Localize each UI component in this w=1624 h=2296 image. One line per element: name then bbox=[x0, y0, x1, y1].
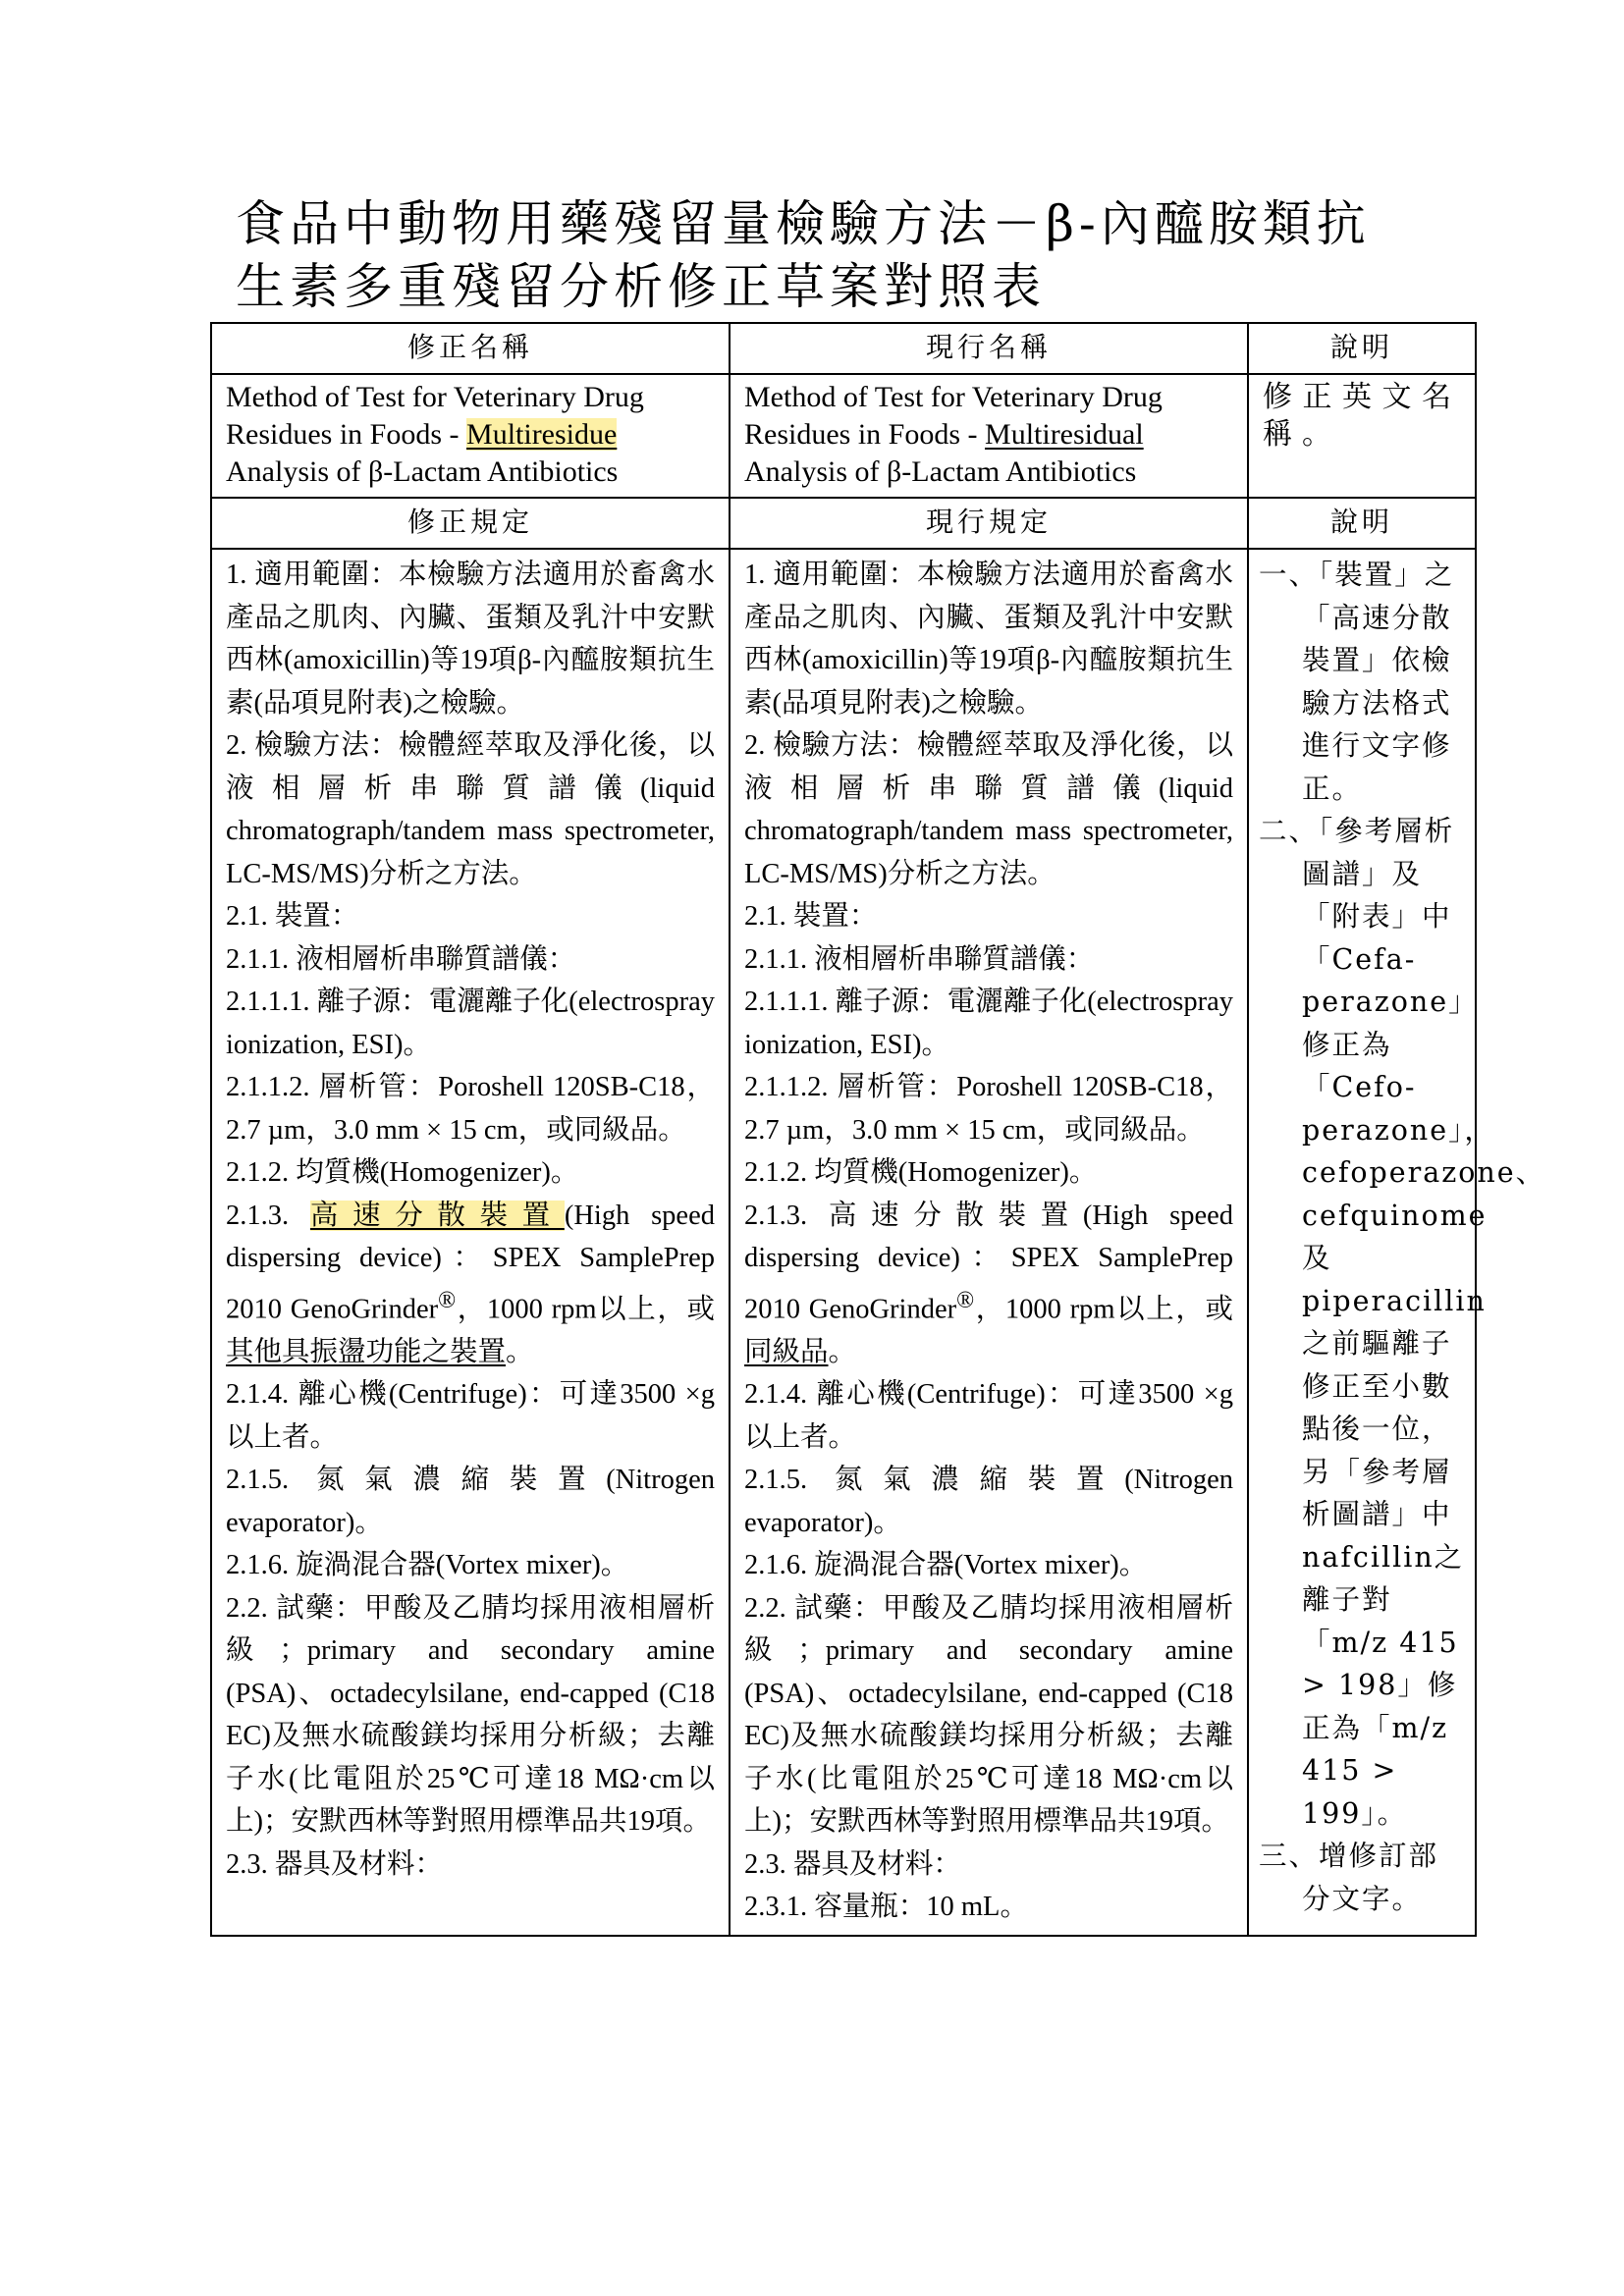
header-current-name: 現行名稱 bbox=[730, 323, 1248, 374]
paragraph: 2.1.1.2. 層析管：Poroshell 120SB-C18，2.7 µm，3.0 mm × 15 cm，或同級品。 bbox=[744, 1072, 1233, 1146]
paragraph: 2. 檢驗方法：檢體經萃取及淨化後，以液相層析串聯質譜儀(liquid chromatograph/tandem mass spectrometer, LC-MS/MS)分析之方法。 bbox=[226, 730, 715, 889]
header-revised-name: 修正名稱 bbox=[211, 323, 730, 374]
name-explain-cell: 修正英文名稱。 bbox=[1248, 374, 1476, 498]
paragraph: 2.1.1.1. 離子源：電灑離子化(electrospray ionization, ESI)。 bbox=[744, 987, 1233, 1060]
header-row-names bbox=[211, 323, 1476, 374]
explain-item-3: 三、增修訂部 bbox=[1259, 1840, 1439, 1872]
paragraph: 2.1.5. 氮氣濃縮裝置(Nitrogen evaporator)。 bbox=[744, 1465, 1233, 1538]
revised-name-cell: Method of Test for Veterinary Drug Residues in Foods - Multiresidue Analysis of β-Lactam Antibiotics bbox=[211, 374, 730, 498]
underlined-term: Multiresidual bbox=[985, 418, 1144, 451]
revised-rules-cell bbox=[211, 549, 730, 1936]
paragraph: 2.2. 試藥：甲酸及乙腈均採用液相層析級；primary and secondary amine (PSA)、octadecylsilane, end-capped (C18 EC)及無水硫酸鎂均採用分析級；去離子水(比電阻於25℃可達18 MΩ·cm以上)；安默西林等對照用標準品共19項。 bbox=[744, 1592, 1233, 1837]
current-name-cell: Method of Test for Veterinary Drug Residues in Foods - Multiresidual Analysis of β-Lactam Antibiotics bbox=[730, 374, 1248, 498]
header-row-rules bbox=[211, 498, 1476, 549]
rules-row bbox=[211, 549, 1476, 1936]
current-rules-cell bbox=[730, 549, 1248, 1936]
paragraph: 2.1. 裝置： bbox=[744, 901, 878, 932]
paragraph: 2.1.4. 離心機(Centrifuge)：可達3500 ×g以上者。 bbox=[744, 1379, 1233, 1453]
title-line-2: 生素多重殘留分析修正草案對照表 bbox=[236, 258, 1046, 315]
paragraph: 2.1.1. 液相層析串聯質譜儀： bbox=[226, 943, 576, 975]
explain-cell: 一、「裝置」之 「高速分散裝置」依檢驗方法格式進行文字修正。 二、「參考層析 圖譜」及「附表」中「Cefa-perazone」修正為「Cefo-perazone」，cefoperazone、cefquinome及piperacillin之前驅離子修正至小數點後一位，另「參考層析圖譜」中nafcillin之離子對「m/z 415 > 198」修正為「m/z 415 > 199」。 三、增修訂部 分文字。 bbox=[1248, 549, 1476, 1936]
name-row bbox=[211, 374, 1476, 498]
title-line-1: 食品中動物用藥殘留量檢驗方法－β-內醯胺類抗 bbox=[236, 195, 1371, 252]
explain-item-1: 一、「裝置」之 bbox=[1259, 559, 1455, 591]
highlighted-term: Multiresidue bbox=[466, 418, 618, 451]
paragraph: 2.3.1. 容量瓶：10 mL。 bbox=[744, 1892, 1028, 1922]
header-explain-2: 說明 bbox=[1248, 498, 1476, 549]
paragraph: 2.3. 器具及材料： bbox=[744, 1848, 961, 1880]
header-current-rules: 現行規定 bbox=[730, 498, 1248, 549]
comparison-table bbox=[210, 322, 1546, 1937]
paragraph: 2.3. 器具及材料： bbox=[226, 1848, 443, 1880]
underlined-term: 其他具振盪功能之裝置 bbox=[226, 1336, 507, 1367]
underlined-term: 同級品 bbox=[744, 1336, 829, 1367]
header-explain: 說明 bbox=[1248, 323, 1476, 374]
paragraph: 2.1.1.1. 離子源：電灑離子化(electrospray ionization, ESI)。 bbox=[226, 987, 715, 1060]
paragraph: 2.1.4. 離心機(Centrifuge)：可達3500 ×g以上者。 bbox=[226, 1379, 715, 1453]
paragraph: 2.1.2. 均質機(Homogenizer)。 bbox=[744, 1157, 1098, 1188]
explain-item-2: 二、「參考層析 bbox=[1259, 815, 1455, 847]
paragraph: 1. 適用範圍：本檢驗方法適用於畜禽水產品之肌肉、內臟、蛋類及乳汁中安默西林(amoxicillin)等19項β-內醯胺類抗生素(品項見附表)之檢驗。 bbox=[226, 560, 715, 719]
document-title bbox=[236, 192, 1414, 318]
paragraph: 2.1.2. 均質機(Homogenizer)。 bbox=[226, 1157, 579, 1188]
paragraph: 2.1.1. 液相層析串聯質譜儀： bbox=[744, 943, 1095, 975]
paragraph: 2. 檢驗方法：檢體經萃取及淨化後，以液相層析串聯質譜儀(liquid chromatograph/tandem mass spectrometer, LC-MS/MS)分析之方法。 bbox=[744, 730, 1233, 889]
paragraph: 2.1.6. 旋渦混合器(Vortex mixer)。 bbox=[744, 1550, 1148, 1580]
paragraph: 2.1. 裝置： bbox=[226, 901, 359, 932]
paragraph: 1. 適用範圍：本檢驗方法適用於畜禽水產品之肌肉、內臟、蛋類及乳汁中安默西林(amoxicillin)等19項β-內醯胺類抗生素(品項見附表)之檢驗。 bbox=[744, 560, 1233, 719]
paragraph: 2.2. 試藥：甲酸及乙腈均採用液相層析級；primary and secondary amine (PSA)、octadecylsilane, end-capped (C18 EC)及無水硫酸鎂均採用分析級；去離子水(比電阻於25℃可達18 MΩ·cm以上)；安默西林等對照用標準品共19項。 bbox=[226, 1592, 715, 1837]
paragraph: 2.1.5. 氮氣濃縮裝置(Nitrogen evaporator)。 bbox=[226, 1465, 715, 1538]
paragraph: 2.1.6. 旋渦混合器(Vortex mixer)。 bbox=[226, 1550, 629, 1580]
paragraph: 2.1.3. 高速分散裝置(High speed dispersing device)：SPEX SamplePrep 2010 GenoGrinder®，1000 rpm以上，或其他具振盪功能之裝置。 bbox=[226, 1200, 715, 1367]
header-revised-rules: 修正規定 bbox=[211, 498, 730, 549]
paragraph: 2.1.3. 高速分散裝置(High speed dispersing device)：SPEX SamplePrep 2010 GenoGrinder®，1000 rpm以上，或同級品。 bbox=[744, 1200, 1233, 1367]
paragraph: 2.1.1.2. 層析管：Poroshell 120SB-C18，2.7 µm，3.0 mm × 15 cm，或同級品。 bbox=[226, 1072, 715, 1146]
highlighted-term: 高速分散裝置 bbox=[309, 1200, 565, 1231]
